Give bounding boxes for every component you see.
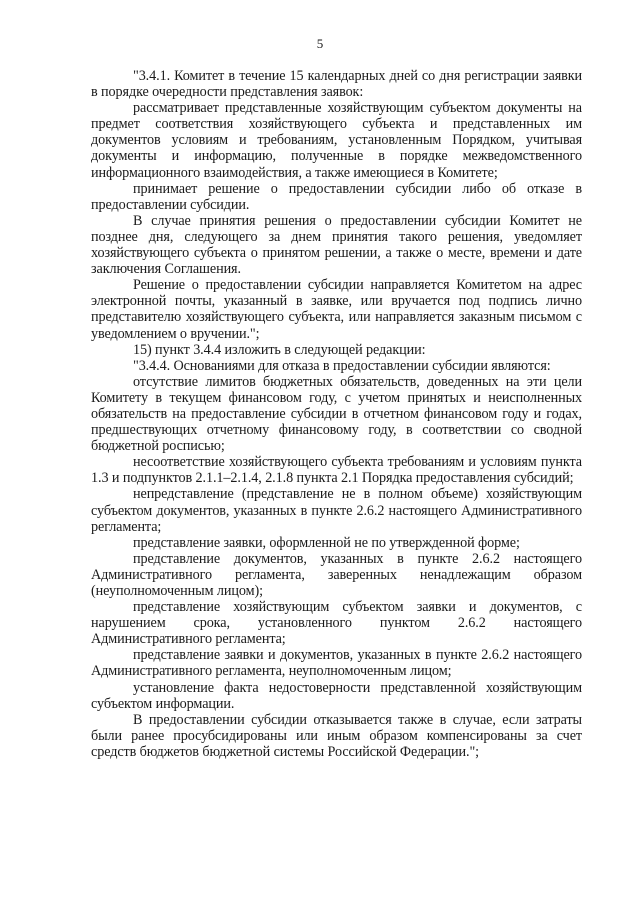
paragraph-wrong-form: представление заявки, оформленной не по утвержденной форме; <box>133 534 520 551</box>
paragraph-decision: принимает решение о предоставлении субсидии либо об отказе в предоставлении субсидии. <box>91 180 582 213</box>
paragraph-missed-deadline: представление хозяйствующим субъектом заявки и документов, с нарушением срока, установленного пунктом 2.6.2 настоящего Административного регламента; <box>91 599 582 648</box>
paragraph-missing-documents: непредставление (представление не в полном объеме) хозяйствующим субъектом документов, указанных в пункте 2.6.2 настоящего Административного регламента; <box>91 486 582 535</box>
paragraph-improper-certification: представление документов, указанных в пункте 2.6.2 настоящего Административного регламента, заверенных ненадлежащим образом (неуполномоченным лицом); <box>91 550 582 599</box>
document-body <box>91 68 582 760</box>
paragraph-3-4-4-intro: "3.4.4. Основаниями для отказа в предоставлении субсидии являются: <box>133 357 551 374</box>
paragraph-review-documents: рассматривает представленные хозяйствующим субъектом документы на предмет соответствия хозяйствующего субъекта и представленных им документов условиям и требованиям, установленным Порядком, учитывая документы и информацию, полученные в порядке межведомственного информационного взаимодействия, а также имеющиеся в Комитете; <box>91 100 582 181</box>
paragraph-notification: В случае принятия решения о предоставлении субсидии Комитет не позднее дня, следующего за днем принятия такого решения, уведомляет хозяйствующего субъекта о принятом решении, а также о месте, времени и дате заключения Соглашения. <box>91 212 582 278</box>
paragraph-amendment-15: 15) пункт 3.4.4 изложить в следующей редакции: <box>133 341 426 358</box>
paragraph-false-information: установление факта недостоверности представленной хозяйствующим субъектом информации. <box>91 679 582 712</box>
paragraph-3-4-1-intro: "3.4.1. Комитет в течение 15 календарных дней со дня регистрации заявки в порядке очередности представления заявок: <box>91 68 582 101</box>
paragraph-decision-delivery: Решение о предоставлении субсидии направляется Комитетом на адрес электронной почты, указанный в заявке, или вручается под подпись лично представителю хозяйствующего субъекта, или направляется заказным письмом с уведомлением о вручении."; <box>91 277 582 342</box>
paragraph-double-compensation: В предоставлении субсидии отказывается также в случае, если затраты были ранее просубсидированы или иным образом компенсированы за счет средств бюджетов бюджетной системы Российской Федерации."; <box>91 711 582 760</box>
paragraph-noncompliance: несоответствие хозяйствующего субъекта требованиям и условиям пункта 1.3 и подпунктов 2.1.1–2.1.4, 2.1.8 пункта 2.1 Порядка предоставления субсидий; <box>91 454 582 487</box>
paragraph-unauthorized-person: представление заявки и документов, указанных в пункте 2.6.2 настоящего Административного регламента, неуполномоченным лицом; <box>91 647 582 680</box>
page-number: 5 <box>316 36 324 51</box>
paragraph-no-budget-limits: отсутствие лимитов бюджетных обязательств, доведенных на эти цели Комитету в текущем финансовом году, с учетом принятых и неисполненных обязательств на предоставление субсидии в отчетном финансовом году и годах, предшествующих отчетному финансовому году, в соответствии со сводной бюджетной росписью; <box>91 373 582 455</box>
